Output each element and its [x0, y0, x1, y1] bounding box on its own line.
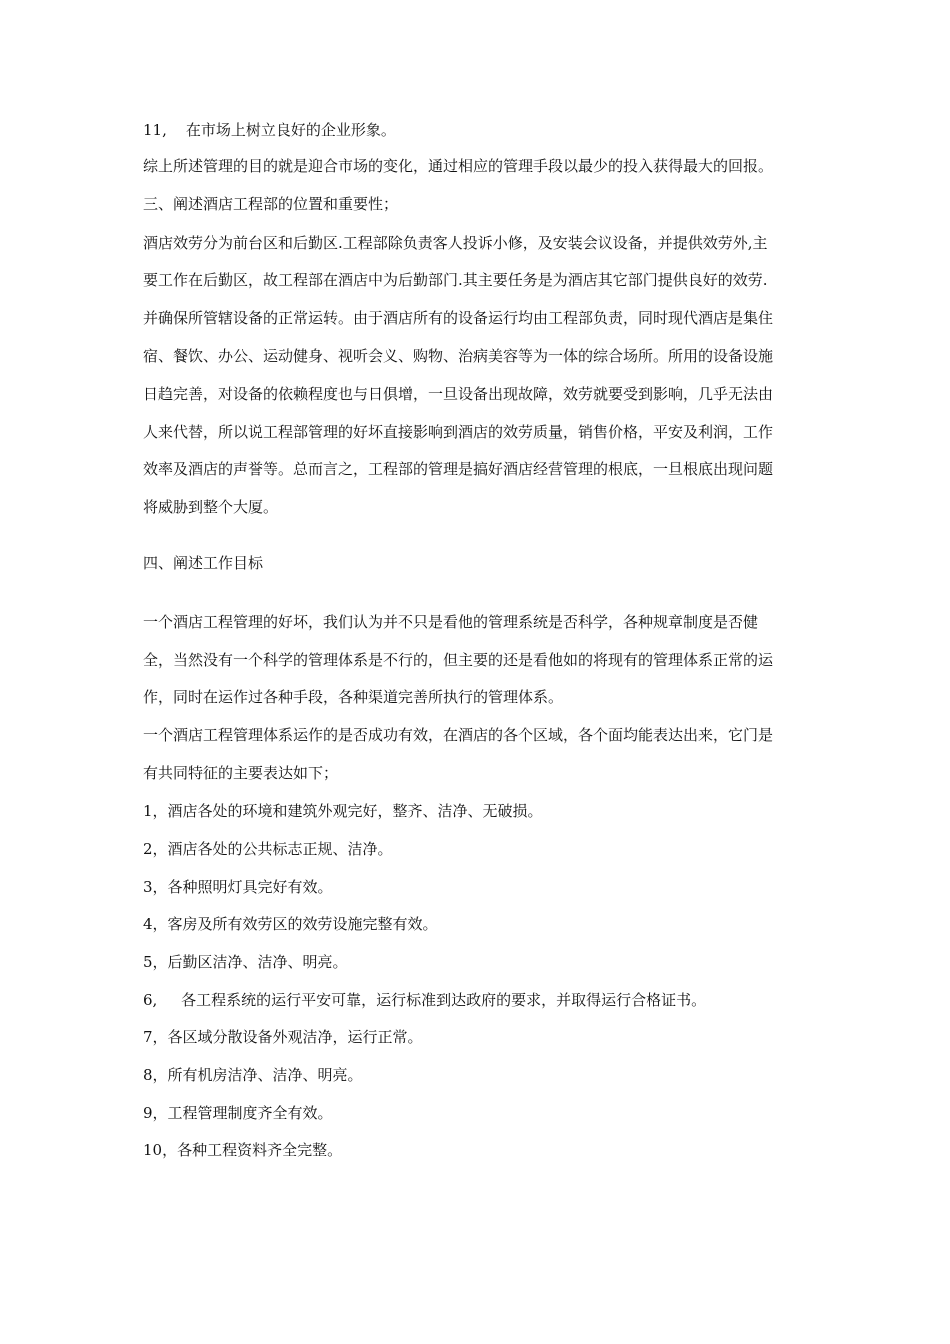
paragraph-line: 日趋完善，对设备的依赖程度也与日俱增，一旦设备出现故障，效劳就要受到影响，几乎无法由 [143, 385, 774, 403]
section-heading-3: 三、阐述酒店工程部的位置和重要性； [143, 195, 399, 213]
paragraph-line: 要工作在后勤区，故工程部在酒店中为后勤部门.其主要任务是为酒店其它部门提供良好的效劳. [143, 271, 768, 289]
paragraph-line: 一个酒店工程管理的好坏，我们认为并不只是看他的管理系统是否科学，各种规章制度是否健 [143, 613, 759, 631]
summary-paragraph: 综上所述管理的目的就是迎合市场的变化，通过相应的管理手段以最少的投入获得最大的回报。 [143, 157, 774, 175]
paragraph-line: 效率及酒店的声誉等。总而言之，工程部的管理是搞好酒店经营管理的根底，一旦根底出现问题 [143, 460, 774, 478]
list-item: 7，各区域分散设备外观洁净，运行正常。 [143, 1028, 423, 1046]
list-item: 8，所有机房洁净、洁净、明亮。 [143, 1066, 363, 1084]
list-item: 4，客房及所有效劳区的效劳设施完整有效。 [143, 915, 438, 933]
list-item: 6, 各工程系统的运行平安可靠，运行标准到达政府的要求，并取得运行合格证书。 [143, 991, 707, 1009]
paragraph-line: 宿、餐饮、办公、运动健身、视听会义、购物、治病美容等为一体的综合场所。所用的设备设施 [143, 347, 774, 365]
list-item: 10，各种工程资料齐全完整。 [143, 1141, 343, 1159]
paragraph-line: 并确保所管辖设备的正常运转。由于酒店所有的设备运行均由工程部负责，同时现代酒店是集住 [143, 309, 774, 327]
list-item: 2，酒店各处的公共标志正规、洁净。 [143, 840, 393, 858]
paragraph-line: 全，当然没有一个科学的管理体系是不行的，但主要的还是看他如的将现有的管理体系正常的运 [143, 651, 774, 669]
paragraph-line: 将威胁到整个大厦。 [143, 498, 279, 516]
paragraph-line: 酒店效劳分为前台区和后勤区.工程部除负责客人投诉小修，及安装会议设备，并提供效劳外,主 [143, 234, 768, 252]
paragraph-line: 有共同特征的主要表达如下； [143, 764, 339, 782]
list-item: 9，工程管理制度齐全有效。 [143, 1104, 333, 1122]
paragraph-line: 一个酒店工程管理体系运作的是否成功有效，在酒店的各个区域，各个面均能表达出来，它门是 [143, 726, 774, 744]
paragraph-line: 作，同时在运作过各种手段，各种渠道完善所执行的管理体系。 [143, 688, 564, 706]
section-heading-4: 四、阐述工作目标 [143, 554, 264, 572]
list-item: 5，后勤区洁净、洁净、明亮。 [143, 953, 348, 971]
paragraph-line: 人来代替，所以说工程部管理的好坏直接影响到酒店的效劳质量，销售价格，平安及利润，工作 [143, 423, 774, 441]
list-item: 1，酒店各处的环境和建筑外观完好，整齐、洁净、无破损。 [143, 802, 543, 820]
list-item: 3，各种照明灯具完好有效。 [143, 878, 333, 896]
list-item-11: 11, 在市场上树立良好的企业形象。 [143, 121, 396, 139]
